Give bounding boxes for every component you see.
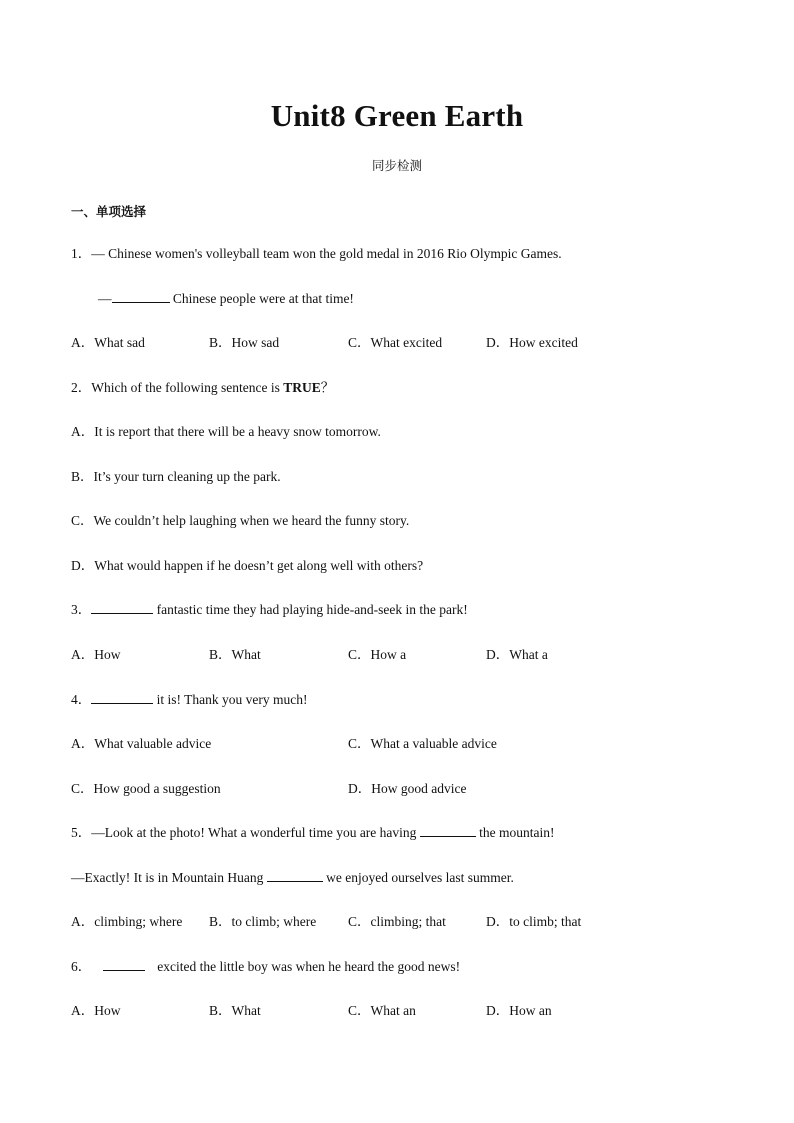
question-2-stem-text: 2．Which of the following sentence is (71, 380, 284, 395)
question-2-stem-suffix: ？ (320, 380, 335, 395)
question-6-option-d: D．How an (486, 1003, 552, 1018)
answer-blank (91, 601, 153, 614)
question-3-option-b: B．What (209, 647, 261, 662)
question-5-option-d: D．to climb; that (486, 914, 582, 929)
answer-blank (420, 824, 476, 837)
question-6-option-a: A．How (71, 1003, 121, 1018)
question-2-bold-keyword: TRUE (283, 380, 321, 395)
question-5-stem-text: 5．—Look at the photo! What a wonderful time you are having (71, 825, 420, 840)
question-6-option-c: C．What an (348, 1003, 416, 1018)
dash: — (98, 291, 112, 306)
question-4-option-d: D．How good advice (348, 781, 467, 796)
answer-blank (267, 869, 323, 882)
question-4-stem (71, 691, 307, 709)
question-5-option-c: C．climbing; that (348, 914, 446, 929)
question-number: 3． (71, 602, 92, 617)
question-3-stem-text: fantastic time they had playing hide-and-seek in the park! (153, 602, 468, 617)
question-2-option-c: C．We couldn’t help laughing when we heard the funny story. (71, 513, 410, 528)
question-number: 6． (71, 959, 92, 974)
question-5-stem (71, 824, 555, 842)
question-3-option-a: A．How (71, 647, 121, 662)
question-2-option-b: B．It’s your turn cleaning up the park. (71, 469, 281, 484)
question-5-option-a: A．climbing; where (71, 914, 183, 929)
answer-blank (91, 691, 153, 704)
answer-blank (112, 290, 170, 303)
question-1-option-b: B．How sad (209, 335, 280, 350)
question-number: 4． (71, 692, 92, 707)
question-5-response-text: —Exactly! It is in Mountain Huang (71, 870, 267, 885)
question-1-option-c: C．What excited (348, 335, 443, 350)
question-2-option-d: D．What would happen if he doesn’t get along well with others? (71, 558, 424, 573)
question-5-response (71, 869, 514, 887)
question-5-option-b: B．to climb; where (209, 914, 317, 929)
question-4-option-a: A．What valuable advice (71, 736, 212, 751)
question-5-stem-suffix: the mountain! (475, 825, 555, 840)
question-1-option-a: A．What sad (71, 335, 145, 350)
question-3-option-c: C．How a (348, 647, 407, 662)
section-heading: 一、单项选择 (71, 204, 147, 219)
question-1-response-text: Chinese people were at that time! (169, 291, 354, 306)
question-4-option-b: C．What a valuable advice (348, 736, 497, 751)
question-2-stem (71, 379, 334, 397)
question-5-response-suffix: we enjoyed ourselves last summer. (322, 870, 514, 885)
question-6-stem-text: excited the little boy was when he heard the good news! (157, 959, 461, 974)
question-2-option-a: A．It is report that there will be a heavy snow tomorrow. (71, 424, 381, 439)
question-6-stem (71, 958, 460, 976)
question-4-stem-text: it is! Thank you very much! (153, 692, 308, 707)
question-3-option-d: D．What a (486, 647, 548, 662)
answer-blank (103, 958, 145, 971)
question-1-response (98, 290, 354, 308)
question-3-stem (71, 601, 468, 619)
question-6-option-b: B．What (209, 1003, 261, 1018)
question-1-option-d: D．How excited (486, 335, 578, 350)
question-4-option-c: C．How good a suggestion (71, 781, 221, 796)
document-subtitle: 同步检测 (371, 158, 422, 173)
document-title: Unit8 Green Earth (270, 98, 524, 133)
question-1-stem: 1．— Chinese women's volleyball team won the gold medal in 2016 Rio Olympic Games. (71, 246, 562, 261)
